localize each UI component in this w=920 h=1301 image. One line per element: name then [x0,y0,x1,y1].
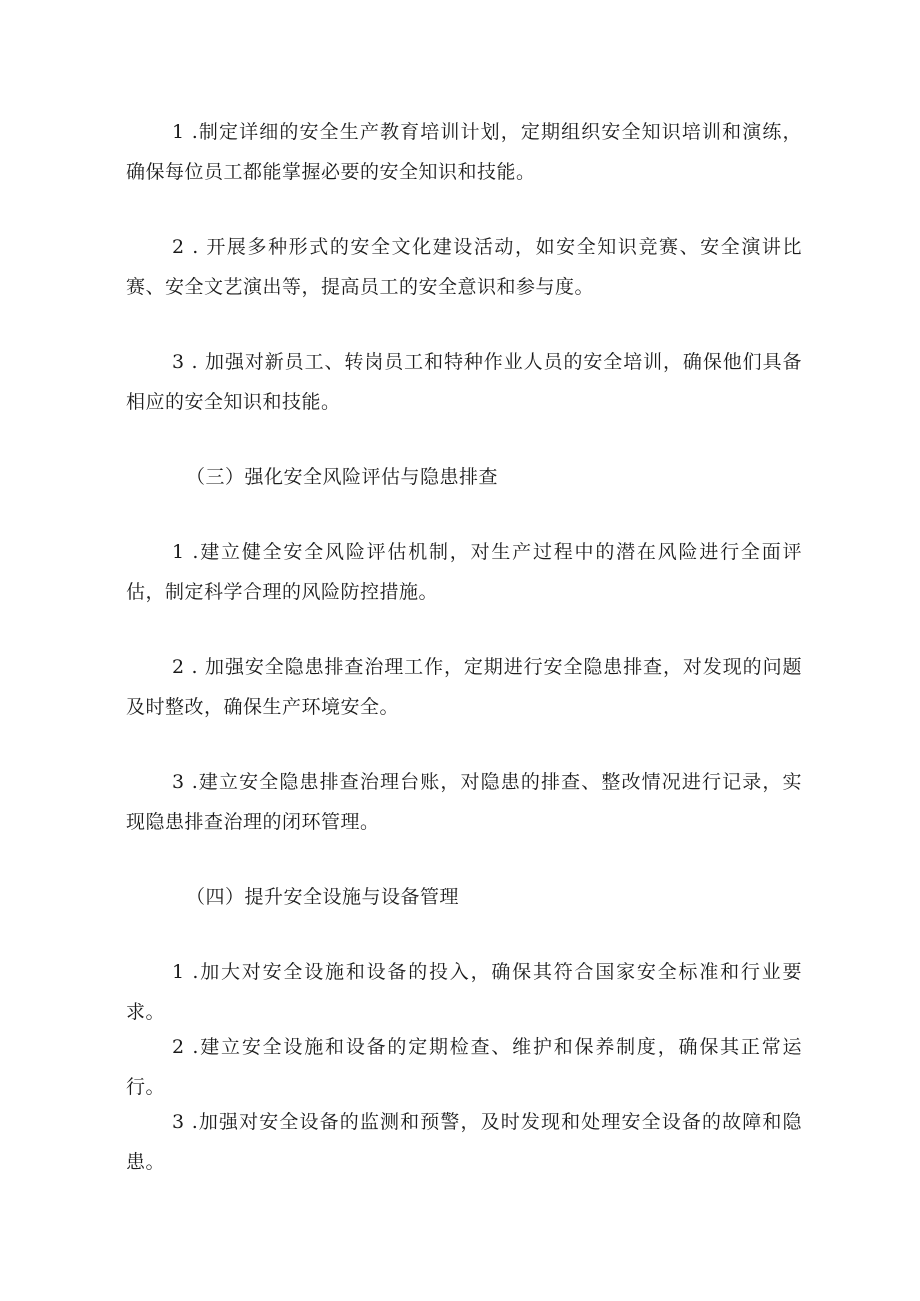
paragraph-facility-investment: 1 .加大对安全设施和设备的投入，确保其符合国家安全标准和行业要求。 [126,961,802,1023]
paragraph-maintenance-system: 2 .建立安全设施和设备的定期检查、维护和保养制度，确保其正常运行。 [126,1036,802,1098]
section-heading-risk-assessment: （三）强化安全风险评估与隐患排查 [186,466,499,488]
paragraph-risk-mechanism: 1 .建立健全安全风险评估机制，对生产过程中的潜在风险进行全面评估，制定科学合理的风险防控措施。 [126,541,802,603]
paragraph-monitoring-warning: 3 .加强对安全设备的监测和预警，及时发现和处理安全设备的故障和隐患。 [126,1111,802,1173]
paragraph-new-staff-training: 3 . 加强对新员工、转岗员工和特种作业人员的安全培训，确保他们具备相应的安全知识和技能。 [126,351,802,413]
paragraph-training-plan: 1 .制定详细的安全生产教育培训计划，定期组织安全知识培训和演练，确保每位员工都能掌握必要的安全知识和技能。 [126,121,802,183]
paragraph-safety-culture: 2 . 开展多种形式的安全文化建设活动，如安全知识竞赛、安全演讲比赛、安全文艺演出等，提高员工的安全意识和参与度。 [126,236,802,298]
paragraph-hazard-ledger: 3 .建立安全隐患排查治理台账，对隐患的排查、整改情况进行记录，实现隐患排查治理的闭环管理。 [126,771,802,833]
paragraph-hazard-inspection: 2 . 加强安全隐患排查治理工作，定期进行安全隐患排查，对发现的问题及时整改，确保生产环境安全。 [126,656,802,718]
section-heading-facility-management: （四）提升安全设施与设备管理 [186,886,460,908]
